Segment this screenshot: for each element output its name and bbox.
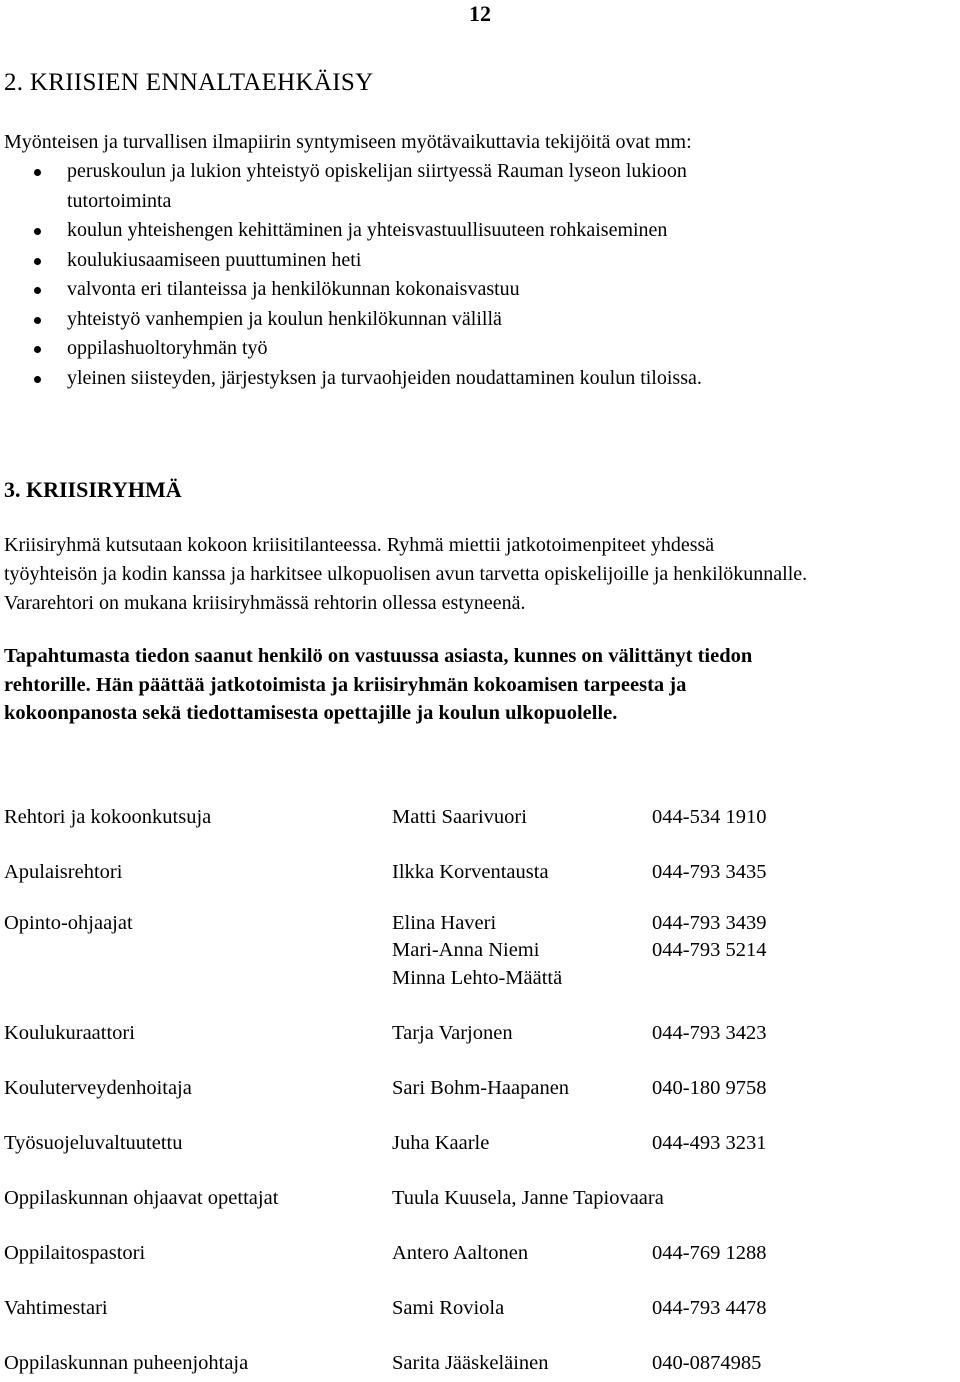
bullet-icon [34, 376, 41, 383]
contact-phone: 044-793 3423 [652, 1022, 767, 1044]
list-item: koulukiusaamiseen puuttuminen heti [0, 246, 702, 276]
page-number: 12 [469, 1, 491, 26]
contact-phone: 044-793 5214 [652, 939, 767, 961]
list-item: valvonta eri tilanteissa ja henkilökunnan kokonaisvastuu [0, 275, 702, 305]
bullet-icon [34, 228, 41, 235]
bullet-icon [34, 317, 41, 324]
bullet-icon [34, 346, 41, 353]
crisis-group-paragraph: Kriisiryhmä kutsutaan kokoon kriisitilanteessa. Ryhmä miettii jatkotoimenpiteet yhdessä työyhteisön ja kodin kanssa ja harkitsee ulkopuolisen avun tarvetta opiskelijoille ja henkilökunnalle. Vararehtori on mukana kriisiryhmässä rehtorin ollessa estyneenä. [4, 534, 808, 614]
contact-name: Antero Aaltonen [392, 1242, 529, 1264]
contact-role: Oppilaitospastori [4, 1242, 146, 1264]
contact-name: Tarja Varjonen [392, 1022, 513, 1044]
list-item: peruskoulun ja lukion yhteistyö opiskelijan siirtyessä Rauman lyseon lukioon [0, 157, 702, 187]
contact-phone: 044-793 4478 [652, 1297, 767, 1319]
contact-phone: 044-493 3231 [652, 1132, 767, 1154]
contact-role: Apulaisrehtori [4, 861, 123, 883]
contact-phone: 044-534 1910 [652, 806, 767, 828]
contact-name: Sami Roviola [392, 1297, 505, 1319]
prevention-factors-list [0, 157, 702, 393]
contact-role: Oppilaskunnan ohjaavat opettajat [4, 1187, 279, 1209]
contact-name: Ilkka Korventausta [392, 861, 549, 883]
contact-role: Rehtori ja kokoonkutsuja [4, 806, 212, 828]
intro-text: Myönteisen ja turvallisen ilmapiirin syntymiseen myötävaikuttavia tekijöitä ovat mm: [4, 131, 692, 153]
contact-role: Vahtimestari [4, 1297, 108, 1319]
contact-role: Työsuojeluvaltuutettu [4, 1132, 183, 1154]
contact-phone: 044-793 3439 [652, 912, 767, 934]
section-heading-crisis-group: 3. KRIISIRYHMÄ [4, 477, 182, 502]
contact-phone: 044-769 1288 [652, 1242, 767, 1264]
list-item: koulun yhteishengen kehittäminen ja yhteisvastuullisuuteen rohkaiseminen [0, 216, 702, 246]
contact-name: Sari Bohm-Haapanen [392, 1077, 570, 1099]
contact-role: Opinto-ohjaajat [4, 912, 133, 934]
list-item: yleinen siisteyden, järjestyksen ja turvaohjeiden noudattaminen koulun tiloissa. [0, 364, 702, 394]
contact-name: Tuula Kuusela, Janne Tapiovaara [392, 1187, 664, 1209]
contact-role: Oppilaskunnan puheenjohtaja [4, 1352, 249, 1374]
list-item: tutortoiminta [67, 189, 172, 212]
contact-phone: 040-180 9758 [652, 1077, 767, 1099]
list-item: yhteistyö vanhempien ja koulun henkilökunnan välillä [0, 305, 702, 335]
contact-name: Elina Haveri [392, 912, 497, 934]
contact-name: Mari-Anna Niemi [392, 939, 540, 961]
contact-role: Kouluterveydenhoitaja [4, 1077, 192, 1099]
bullet-icon [34, 258, 41, 265]
contact-name: Juha Kaarle [392, 1132, 490, 1154]
contact-phone: 040-0874985 [652, 1352, 762, 1374]
bullet-icon [34, 287, 41, 294]
contact-name: Sarita Jääskeläinen [392, 1352, 549, 1374]
bullet-icon [34, 169, 41, 176]
section-heading-crisis-prevention: 2. KRIISIEN ENNALTAEHKÄISY [4, 69, 374, 96]
contact-phone: 044-793 3435 [652, 861, 767, 883]
responsibility-paragraph: Tapahtumasta tiedon saanut henkilö on vastuussa asiasta, kunnes on välittänyt tiedon rehtorille. Hän päättää jatkotoimista ja kriisiryhmän kokoamisen tarpeesta ja kokoonpanosta sekä tiedottamisesta opettajille ja koulun ulkopuolelle. [4, 645, 753, 724]
list-item: oppilashuoltoryhmän työ [0, 334, 702, 364]
contact-name: Matti Saarivuori [392, 806, 527, 828]
contact-name: Minna Lehto-Määttä [392, 967, 563, 989]
contact-role: Koulukuraattori [4, 1022, 135, 1044]
